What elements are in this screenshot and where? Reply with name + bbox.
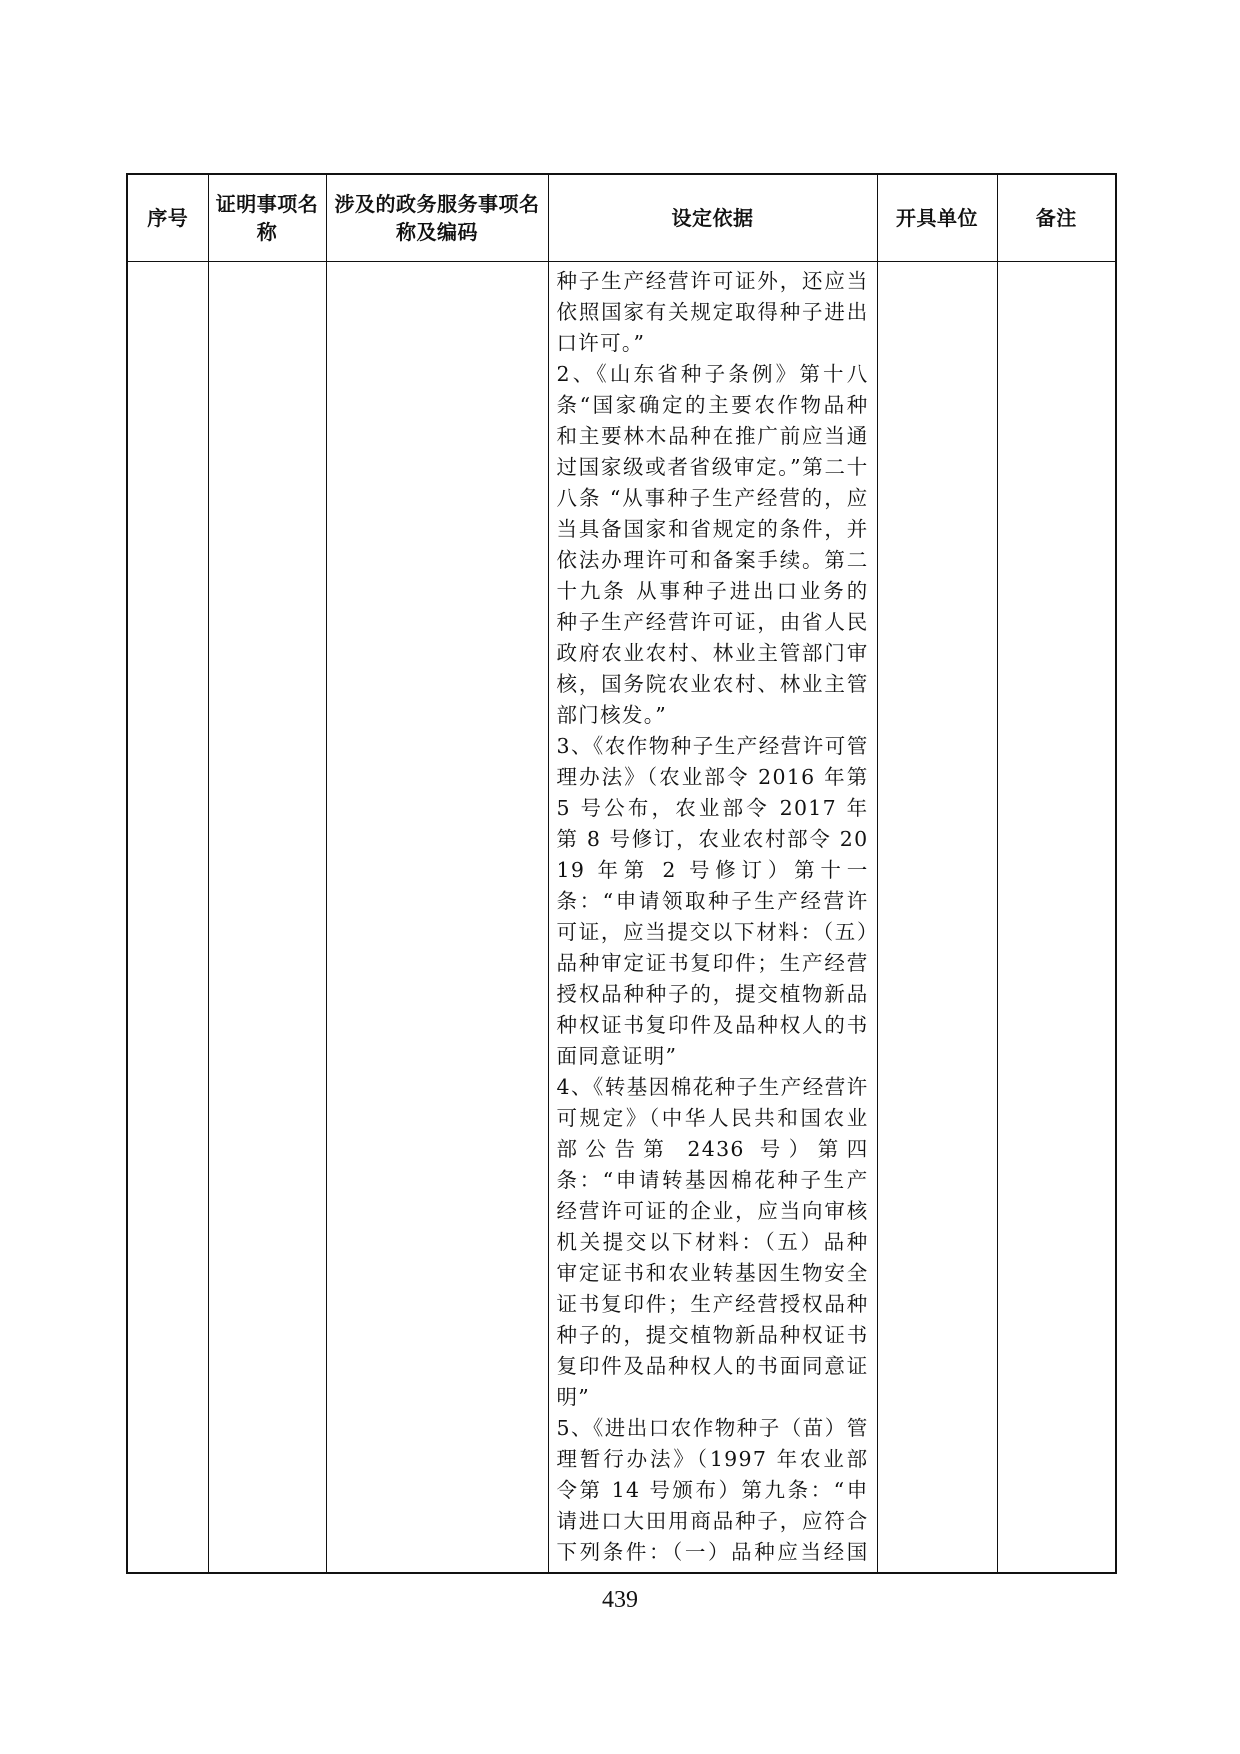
table-header-row xyxy=(127,174,1116,262)
basis-paragraph: 4、《转基因棉花种子生产经营许可规定》（中华人民共和国农业部公告第 2436 号）第四条：“申请转基因棉花种子生产经营许可证的企业，应当向审核机关提交以下材料：（五）品种审定证书和农业转基因生物安全证书复印件；生产经营授权品种种子的，提交植物新品种权证书复印件及品种权人的书面同意证明” xyxy=(556,1075,869,1409)
cell-proof-item-name xyxy=(208,262,326,1574)
table-row xyxy=(127,262,1116,1574)
header-proof-item-name: 证明事项名称 xyxy=(208,174,326,262)
legal-basis-text xyxy=(557,266,869,1570)
proof-items-table xyxy=(126,173,1117,1574)
basis-paragraph: 3、《农作物种子生产经营许可管理办法》（农业部令 2016 年第 5 号公布，农业部令 2017 年第 8 号修订，农业农村部令 2019 年第 2 号修订）第十一条：“申请领取种子生产经营许可证，应当提交以下材料：（五）品种审定证书复印件；生产经营授权品种种子的，提交植物新品种权证书复印件及品种权人的书面同意证明” xyxy=(556,734,869,1068)
basis-paragraph: 2、《山东省种子条例》第十八条“国家确定的主要农作物品种和主要林木品种在推广前应当通过国家级或者省级审定。”第二十八条 “从事种子生产经营的，应当具备国家和省规定的条件，并依法办理许可和备案手续。第二十九条 从事种子进出口业务的种子生产经营许可证，由省人民政府农业农村、林业主管部门审核，国务院农业农村、林业主管部门核发。” xyxy=(556,362,869,727)
basis-paragraph: 5、《进出口农作物种子（苗）管理暂行办法》（1997 年农业部令第 14 号颁布）第九条：“申请进口大田用商品种子，应符合下列条件：（一）品种应当经国 xyxy=(556,1416,869,1564)
cell-serial-number xyxy=(127,262,208,1574)
cell-legal-basis xyxy=(548,262,877,1574)
cell-remarks xyxy=(997,262,1116,1574)
header-serial-number: 序号 xyxy=(127,174,208,262)
header-remarks: 备注 xyxy=(997,174,1116,262)
cell-service-item-name-code xyxy=(326,262,548,1574)
page-number: 439 xyxy=(602,1587,638,1613)
header-issuing-unit: 开具单位 xyxy=(877,174,997,262)
header-legal-basis: 设定依据 xyxy=(548,174,877,262)
header-service-item-name-code: 涉及的政务服务事项名称及编码 xyxy=(326,174,548,262)
cell-issuing-unit xyxy=(877,262,997,1574)
basis-paragraph: 种子生产经营许可证外，还应当依照国家有关规定取得种子进出口许可。” xyxy=(556,269,869,355)
